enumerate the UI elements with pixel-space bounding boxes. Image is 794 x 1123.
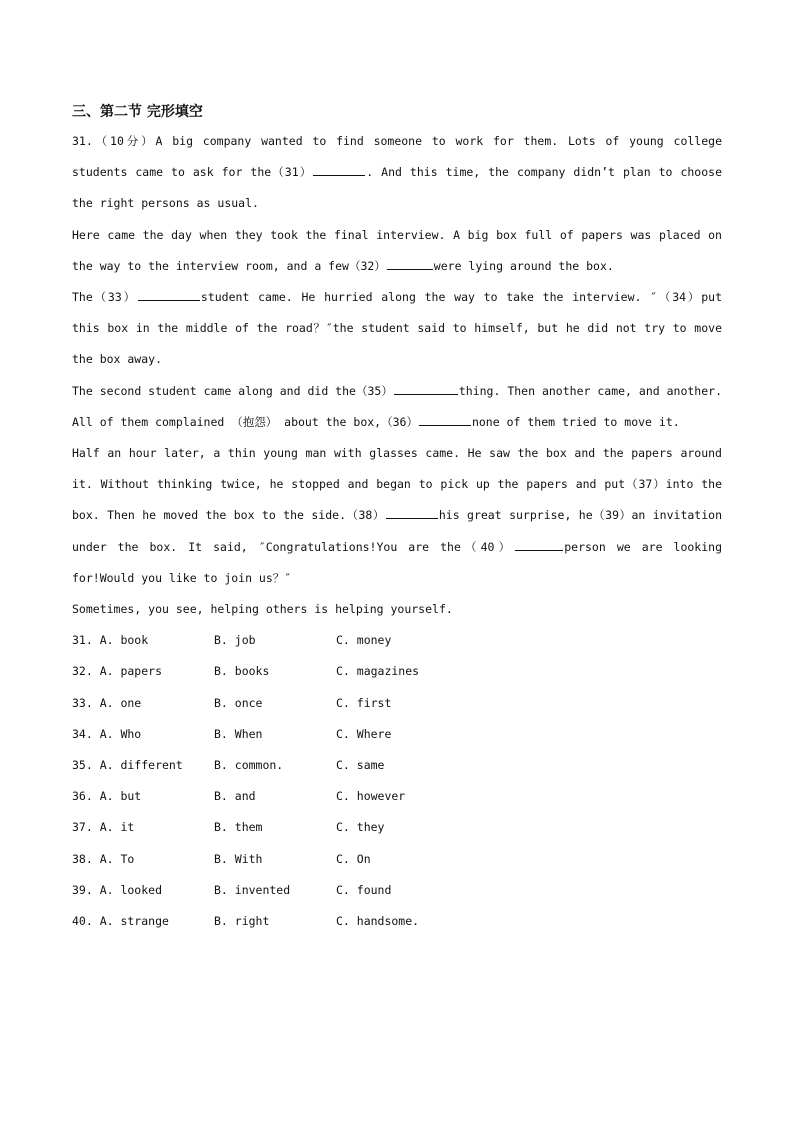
passage-text: student came. He hurried along the way to take the interview. ″（34）put this box in the middle of the road？″the student said to himself, but he did not try to move the box away. xyxy=(72,290,722,367)
passage-text: . And this time, the company didn’t plan to choose the right persons as usual. xyxy=(72,165,722,211)
option-a: 31. A. book xyxy=(72,633,149,648)
option-a: 34. A. Who xyxy=(72,726,142,741)
option-c: C. however xyxy=(336,789,406,804)
option-a: 38. A. To xyxy=(72,851,135,866)
option-row xyxy=(72,719,722,750)
blank-40 xyxy=(515,538,563,551)
passage-text: his great surprise, he（39）an invitation under the box. It said, ″Congratulations!You are the（40） xyxy=(72,508,722,554)
option-c: C. same xyxy=(336,758,385,772)
option-a: 36. A. but xyxy=(72,789,142,804)
option-a: 32. A. papers xyxy=(72,664,163,679)
option-row xyxy=(72,625,722,656)
option-c: C. first xyxy=(336,695,392,710)
passage-paragraph-3 xyxy=(72,282,722,376)
option-b: B. With xyxy=(214,851,263,866)
option-b: B. job xyxy=(214,633,256,648)
passage-text: thing. Then another came, and another. All of them complained （抱怨） about the box,（36） xyxy=(72,383,722,429)
option-b: B. books xyxy=(214,664,270,679)
passage-text: Here came the day when they took the final interview. A big box full of papers was placed on the way to the interview room, and a few（32） xyxy=(72,227,722,273)
option-row xyxy=(72,750,722,781)
option-a: 40. A. strange xyxy=(72,913,169,928)
option-b: B. and xyxy=(214,789,256,804)
option-b: B. right xyxy=(214,913,270,928)
passage-text: The second student came along and did the（35） xyxy=(72,383,393,398)
option-b: B. common. xyxy=(214,758,284,772)
passage-text: The（33） xyxy=(72,290,137,305)
option-c: C. money xyxy=(336,633,392,648)
option-b: B. them xyxy=(214,820,263,835)
option-a: 33. A. one xyxy=(72,695,142,710)
option-row xyxy=(72,656,722,687)
passage-paragraph-1 xyxy=(72,126,722,220)
option-b: B. once xyxy=(214,695,263,710)
option-row xyxy=(72,688,722,719)
cloze-passage xyxy=(72,126,722,625)
option-a: 35. A. different xyxy=(72,758,183,772)
option-row xyxy=(72,781,722,812)
passage-text: person we are looking for!Would you like to join us？″ xyxy=(72,539,722,585)
blank-31 xyxy=(313,163,365,176)
section-title: 三、第二节 完形填空 xyxy=(72,104,203,120)
option-row xyxy=(72,844,722,875)
passage-text: none of them tried to move it. xyxy=(471,414,680,429)
option-a: 39. A. looked xyxy=(72,882,163,897)
option-c: C. found xyxy=(336,882,392,897)
option-row xyxy=(72,812,722,843)
passage-text: were lying around the box. xyxy=(433,258,614,273)
option-c: C. On xyxy=(336,851,371,866)
option-c: C. Where xyxy=(336,726,392,741)
option-b: B. invented xyxy=(214,882,291,897)
exam-page xyxy=(72,100,722,937)
passage-text: 31.（10分）A big company wanted to find someone to work for them. Lots of young college students came to ask for the（31） xyxy=(72,134,722,180)
blank-38 xyxy=(386,506,438,519)
option-c: C. they xyxy=(336,820,385,835)
answer-options xyxy=(72,625,722,937)
option-row xyxy=(72,875,722,906)
option-a: 37. A. it xyxy=(72,820,135,835)
blank-32 xyxy=(387,257,433,270)
blank-35 xyxy=(394,382,458,395)
blank-33 xyxy=(138,288,200,301)
option-row xyxy=(72,906,722,937)
option-b: B. When xyxy=(214,726,263,741)
option-c: C. magazines xyxy=(336,664,420,679)
blank-36 xyxy=(419,413,471,426)
option-c: C. handsome. xyxy=(336,913,420,928)
passage-text: Half an hour later, a thin young man with glasses came. He saw the box and the papers around it. Without thinking twice, he stopped and began to pick up the papers and put（37）into the box. Then he moved the box to the side.（38） xyxy=(72,446,722,523)
passage-paragraph-4 xyxy=(72,376,722,438)
passage-paragraph-6: Sometimes, you see, helping others is helping yourself. xyxy=(72,602,453,617)
passage-paragraph-5 xyxy=(72,438,722,594)
passage-paragraph-2 xyxy=(72,220,722,282)
